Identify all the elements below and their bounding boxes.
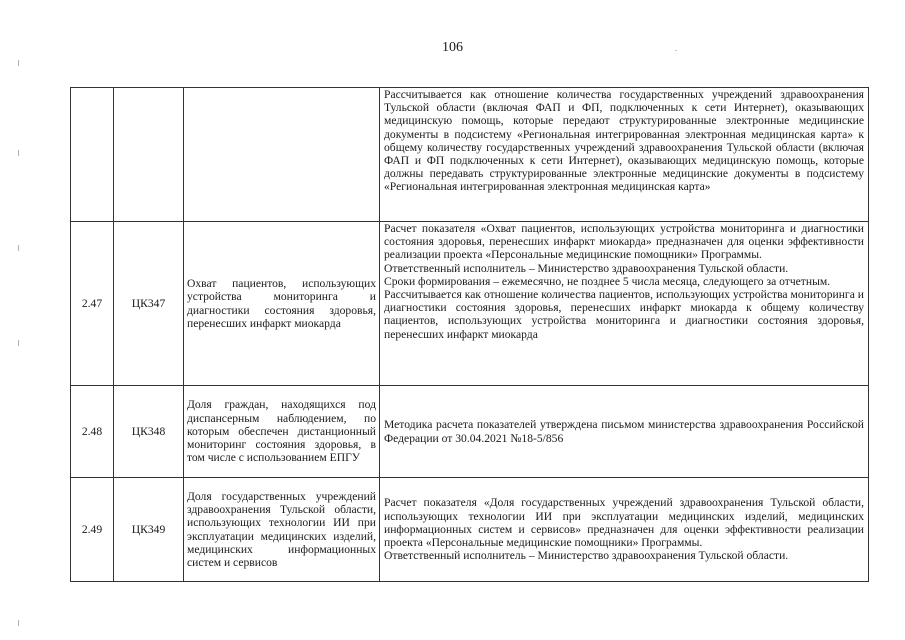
indicator-description (380, 88, 869, 222)
indicator-description (380, 386, 869, 478)
row-number: 2.49 (71, 478, 114, 582)
description-paragraph: Рассчитывается как отношение количества государственных учреждений здравоохранения Тульской области (включая ФАП и ФП, подключенных к сети Интернет), оказывающих медицинскую помощь, которые передают структурированные электронные медицинские документы в подсистему «Региональная интегрированная электронная медицинская карта» к общему количеству государственных учреждений здравоохранения Тульской области (включая ФАП и ФП подключенных к сети Интернет), оказывающих медицинскую помощь, которые должны передавать структурированные электронные медицинские документы в подсистему «Региональная интегрированная электронная медицинская карта» (384, 88, 864, 194)
scan-margin-mark (18, 340, 19, 346)
indicator-name: Охват пациентов, использующих устройства мониторинга и диагностики состояния здоровья, перенесших инфаркт миокарда (184, 222, 380, 386)
table-row (71, 478, 869, 582)
table-row (71, 88, 869, 222)
indicator-name (184, 88, 380, 222)
description-paragraph: Расчет показателя «Охват пациентов, использующих устройства мониторинга и диагностики состояния здоровья, перенесших инфаркт миокарда» предназначен для оценки эффективности реализации проекта «Персональные медицинские помощники» Программы. (384, 222, 864, 262)
description-paragraph: Сроки формирования – ежемесячно, не позднее 5 числа месяца, следующего за отчетным. (384, 274, 831, 288)
indicator-code: ЦК348 (114, 386, 184, 478)
scan-margin-mark (18, 60, 19, 66)
scan-margin-mark (18, 150, 19, 156)
indicator-description (380, 478, 869, 582)
table-row (71, 386, 869, 478)
description-paragraph: Методика расчета показателей утверждена письмом министерства здравоохранения Российской Федерации от 30.04.2021 №18-5/856 (384, 418, 864, 445)
description-paragraph: Рассчитывается как отношение количества пациентов, использующих устройства мониторинга и диагностики состояния здоровья, перенесших инфаркт миокарда к общему количеству пациентов, использующих устройства мониторинга и диагностики состояния здоровья, перенесших инфаркт миокарда (384, 288, 864, 341)
indicator-description (380, 222, 869, 386)
indicator-code (114, 88, 184, 222)
description-paragraph: Расчет показателя «Доля государственных учреждений здравоохранения Тульской области, использующих технологии ИИ при эксплуатации медицинских изделий, медицинских информационных систем и сервисов» предназначен для оценки эффективности реализации проекта «Персональные медицинские помощники» Программы. (384, 496, 864, 550)
scan-margin-mark (18, 620, 19, 626)
indicator-name: Доля государственных учреждений здравоохранения Тульской области, использующих технологии ИИ при эксплуатации медицинских изделий, медицинских информационных систем и сервисов (184, 478, 380, 582)
description-paragraph: Ответственный исполнитель – Министерство здравоохранения Тульской области. (384, 261, 789, 275)
row-number: 2.47 (71, 222, 114, 386)
indicator-code: ЦК349 (114, 478, 184, 582)
indicator-name: Доля граждан, находящихся под диспансерным наблюдением, по которым обеспечен дистанционный мониторинг состояния здоровья, в том числе с использованием ЕПГУ (184, 386, 380, 478)
indicator-code: ЦК347 (114, 222, 184, 386)
row-number: 2.48 (71, 386, 114, 478)
description-paragraph: Ответственный исполнитель – Министерство здравоохранения Тульской области. (384, 549, 789, 563)
row-number (71, 88, 114, 222)
indicators-table (70, 87, 869, 582)
scan-margin-mark (18, 245, 19, 251)
page-number: 106 (442, 40, 463, 55)
table-row (71, 222, 869, 386)
scan-speck (675, 50, 677, 51)
